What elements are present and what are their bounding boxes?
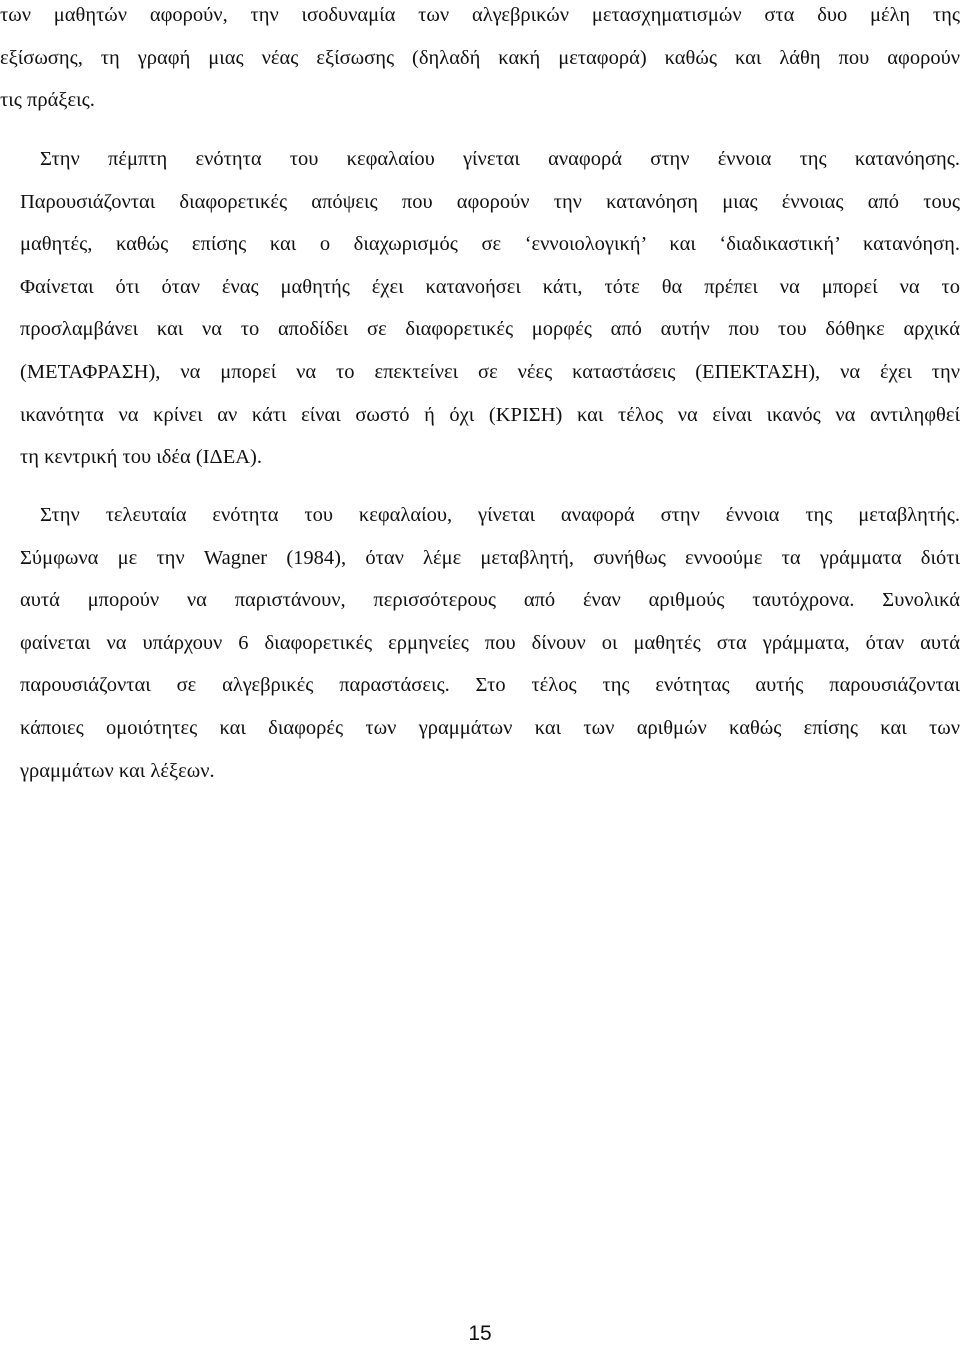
text-line: κάποιες ομοιότητες και διαφορές των γραμμάτων και των αριθμών καθώς επίσης και των bbox=[20, 716, 960, 739]
text-line: Σύμφωνα με την Wagner (1984), όταν λέμε μεταβλητή, συνήθως εννοούμε τα γράμματα διότι bbox=[20, 546, 960, 569]
paragraph-algebra-errors bbox=[0, 0, 960, 122]
text-line: προσλαμβάνει και να το αποδίδει σε διαφορετικές μορφές από αυτήν που του δόθηκε αρχικά bbox=[20, 318, 960, 341]
text-line: γραμμάτων και λέξεων. bbox=[20, 759, 215, 782]
paragraph-understanding bbox=[0, 138, 960, 479]
text-line: (ΜΕΤΑΦΡΑΣΗ), να μπορεί να το επεκτείνει σε νέες καταστάσεις (ΕΠΕΚΤΑΣΗ), να έχει την bbox=[20, 360, 960, 383]
text-line: αυτά μπορούν να παριστάνουν, περισσότερους από έναν αριθμούς ταυτόχρονα. Συνολικά bbox=[20, 589, 960, 612]
paragraph-variable-concept bbox=[0, 494, 960, 792]
text-line: ικανότητα να κρίνει αν κάτι είναι σωστό ή όχι (ΚΡΙΣΗ) και τέλος να είναι ικανός να αντιληφθεί bbox=[20, 403, 960, 426]
text-line: Φαίνεται ότι όταν ένας μαθητής έχει κατανοήσει κάτι, τότε θα πρέπει να μπορεί να το bbox=[20, 275, 960, 298]
text-line: μαθητές, καθώς επίσης και ο διαχωρισμός σε ‘εννοιολογική’ και ‘διαδικαστική’ κατανόηση. bbox=[20, 233, 960, 256]
text-line: των μαθητών αφορούν, την ισοδυναμία των αλγεβρικών μετασχηματισμών στα δυο μέλη της bbox=[0, 4, 960, 26]
text-line: Παρουσιάζονται διαφορετικές απόψεις που αφορούν την κατανόηση μιας έννοιας από τους bbox=[20, 190, 960, 213]
text-line: Στην τελευταία ενότητα του κεφαλαίου, γίνεται αναφορά στην έννοια της μεταβλητής. bbox=[40, 504, 960, 526]
text-line: Στην πέμπτη ενότητα του κεφαλαίου γίνεται αναφορά στην έννοια της κατανόησης. bbox=[40, 148, 960, 170]
text-line: τη κεντρική του ιδέα (ΙΔΕΑ). bbox=[20, 446, 262, 469]
text-line: εξίσωσης, τη γραφή μιας νέας εξίσωσης (δηλαδή κακή μεταφορά) καθώς και λάθη που αφορούν bbox=[0, 46, 960, 69]
text-line: φαίνεται να υπάρχουν 6 διαφορετικές ερμηνείες που δίνουν οι μαθητές στα γράμματα, όταν αυτά bbox=[20, 631, 960, 654]
text-line: τις πράξεις. bbox=[0, 89, 95, 112]
text-line: παρουσιάζονται σε αλγεβρικές παραστάσεις. Στο τέλος της ενότητας αυτής παρουσιάζονται bbox=[20, 674, 960, 697]
page-number: 15 bbox=[468, 1322, 492, 1345]
